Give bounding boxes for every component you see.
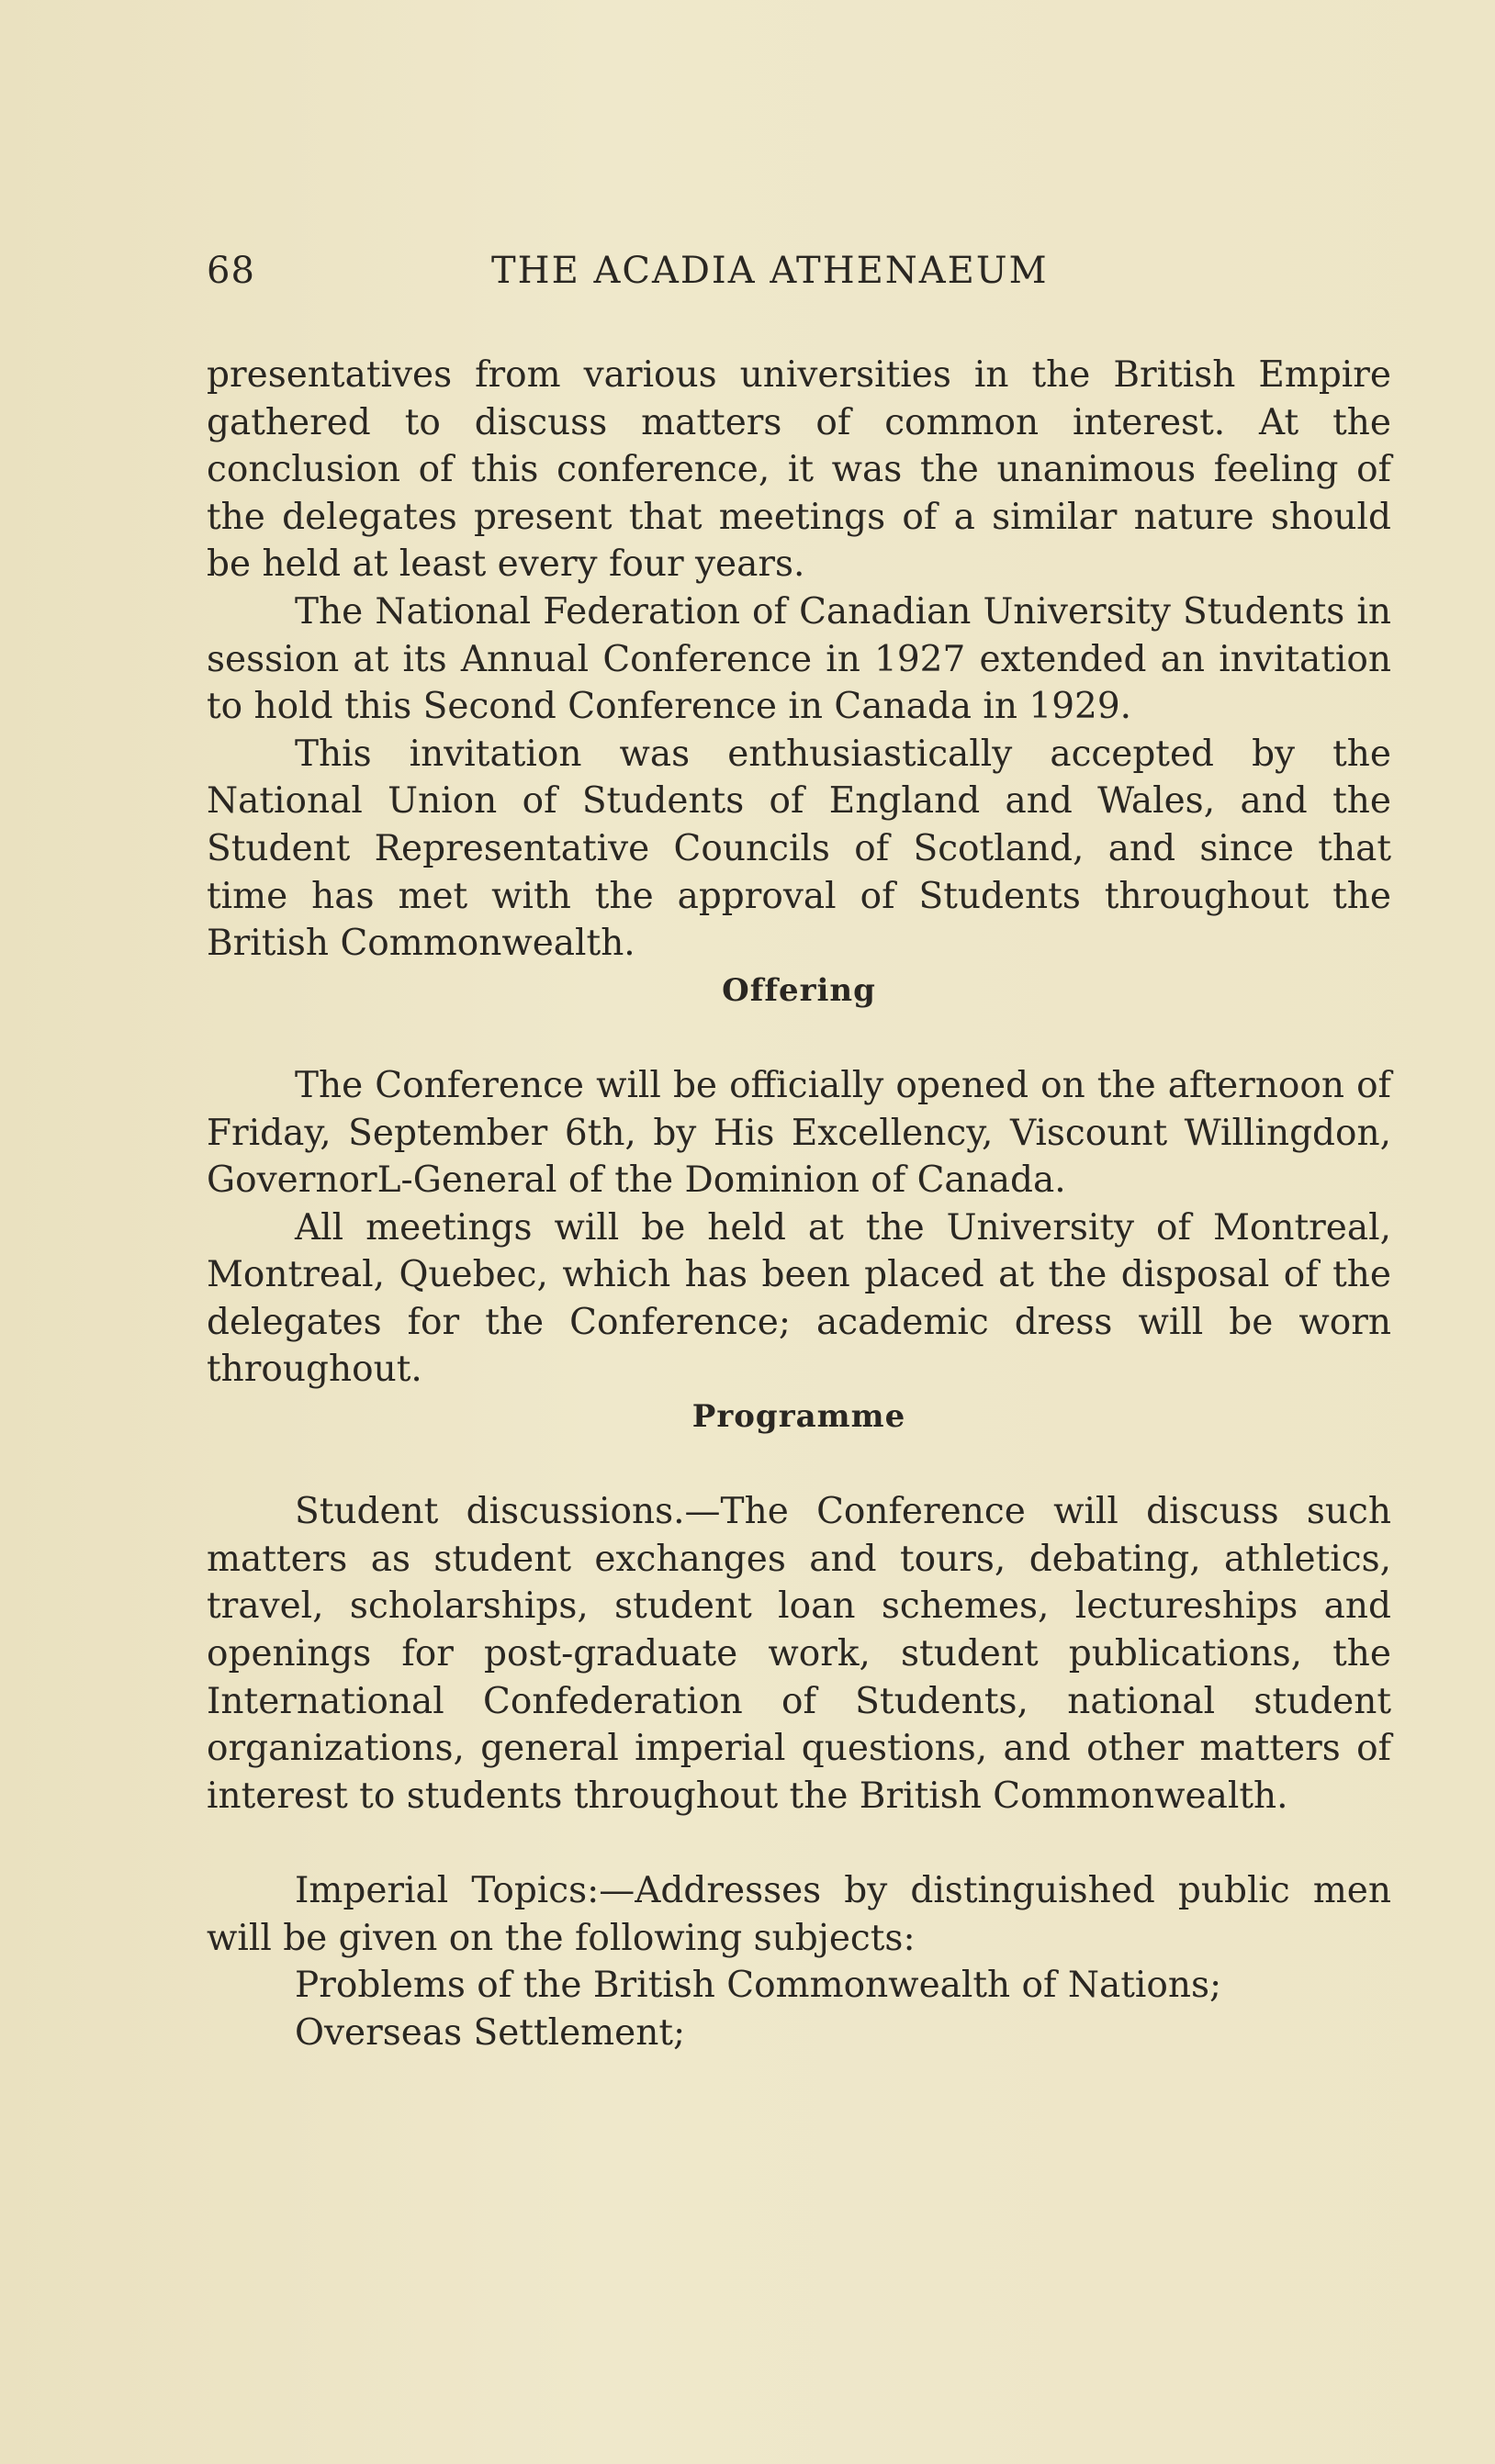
topic-item: Problems of the British Commonwealth of Nations; bbox=[295, 1965, 1222, 2007]
heading-offering: Offering bbox=[722, 971, 876, 1009]
page-header bbox=[207, 250, 1391, 305]
paragraph-imperial-topics: Imperial Topics:—Addresses by distinguished public men will be given on the following subjects: bbox=[207, 1870, 1391, 1959]
topic-item: Overseas Settlement; bbox=[295, 2011, 686, 2054]
heading-programme: Programme bbox=[691, 1398, 906, 1436]
running-title: THE ACADIA ATHENAEUM bbox=[491, 250, 1049, 292]
body-text bbox=[207, 352, 1391, 2056]
paragraph-federation: The National Federation of Canadian University Students in session at its Annual Conference in 1927 extended an invitation to hold this Second Conference in Canada in 1929. bbox=[207, 590, 1391, 728]
paragraph-meetings: All meetings will be held at the University of Montreal, Montreal, Quebec, which has been placed at the disposal of the delegates for the Conference; academic dress will be worn throughout. bbox=[207, 1206, 1391, 1391]
paragraph-student-discussions: Student discussions.—The Conference will discuss such matters as student exchanges and tours, debating, athletics, travel, scholarships, student loan schemes, lectureships and openings for post-graduate work, student publications, the International Confederation of Students, national student organizations, general imperial questions, and other matters of interest to students throughout the British Commonwealth. bbox=[207, 1491, 1391, 1817]
page-number: 68 bbox=[207, 250, 255, 292]
paragraph-opening: The Conference will be officially opened on the afternoon of Friday, September 6th, by His Excellency, Viscount Willingdon, GovernorL-General of the Dominion of Canada. bbox=[207, 1064, 1391, 1202]
paragraph-continuation: presentatives from various universities in the British Empire gathered to discuss matters of common interest. At the conclusion of this conference, it was the unanimous feeling of the delegates present that meetings of a similar nature should be held at least every four years. bbox=[207, 354, 1391, 586]
paragraph-invitation: This invitation was enthusiastically accepted by the National Union of Students of England and Wales, and the Student Representative Councils of Scotland, and since that time has met with the approval of Students throughout the British Commonwealth. bbox=[207, 733, 1391, 965]
